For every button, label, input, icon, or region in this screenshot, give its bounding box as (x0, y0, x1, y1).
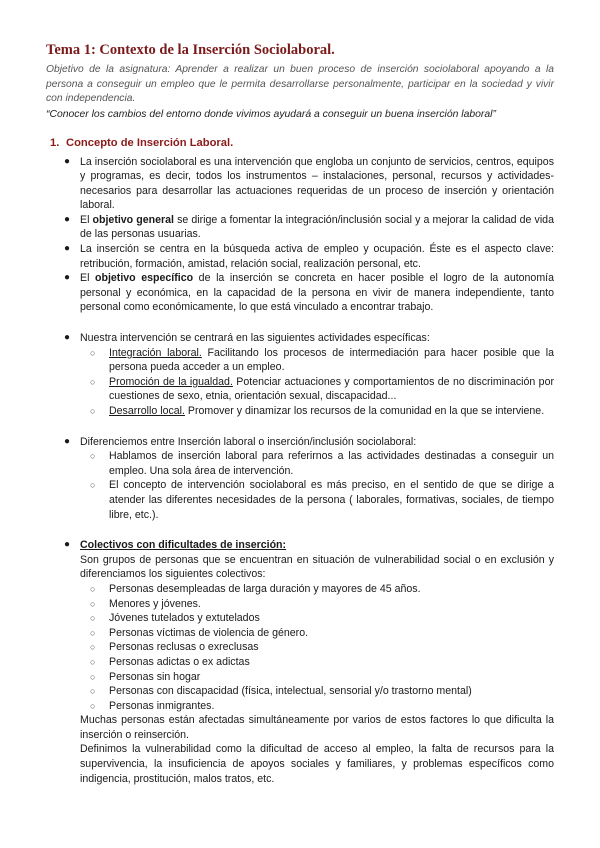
collective-text: Personas reclusas o exreclusas (109, 641, 259, 654)
circle-bullet-icon: ○ (90, 686, 96, 697)
list-item-text-post: se dirige a fomentar la integración/inclusión social y a mejorar la calidad de vida de las personas usuarias. (80, 213, 554, 241)
circle-bullet-icon: ○ (90, 451, 96, 462)
course-objective: Objetivo de la asignatura: Aprender a realizar un buen proceso de inserción sociolaboral apoyando a la persona a conseguir un empleo que le permita desarrollarse personalmente, participar en la sociedad y vivir con independencia. (46, 64, 554, 104)
sub-list-item (46, 582, 554, 597)
section-number: 1. (50, 136, 60, 149)
circle-bullet-icon: ○ (90, 406, 96, 416)
collective-text: Personas inmigrantes. (109, 699, 215, 712)
sub-list-item (46, 375, 554, 404)
sub-list-item (46, 478, 554, 522)
activity-label: Desarrollo local. (109, 405, 185, 417)
list-item-text-pre: El (80, 213, 93, 226)
collective-text: Personas desempleadas de larga duración y mayores de 45 años. (109, 582, 421, 595)
list-item (46, 435, 554, 450)
collective-text: Jóvenes tutelados y extutelados (109, 612, 260, 625)
sub-list-item (46, 346, 554, 375)
activities-list (46, 331, 554, 419)
collective-text: Personas adictas o ex adictas (109, 655, 250, 668)
circle-bullet-icon: ○ (90, 642, 96, 653)
circle-bullet-icon: ○ (90, 671, 96, 682)
bullet-icon: ● (64, 435, 71, 447)
sub-list-item (46, 684, 554, 699)
collectives-items (46, 582, 554, 713)
activity-text: Promover y dinamizar los recursos de la comunidad en la que se interviene. (184, 405, 545, 417)
activity-label: Promoción de la igualdad. (109, 375, 233, 388)
page-title: Tema 1: Contexto de la Inserción Sociolaboral. (46, 42, 335, 58)
collective-text: Personas sin hogar (109, 670, 201, 683)
list-item-text-post: de la inserción se concreta en hacer posible el logro de la autonomía personal y económica, en la capacidad de la persona en vivir de manera independiente, tanto personal como económicamente, lo que está vinculado a encontrar trabajo. (80, 272, 554, 314)
difference-text: Hablamos de inserción laboral para referirnos a las actividades destinadas a conseguir un empleo. Una sola área de intervención. (109, 450, 554, 477)
sub-list-item (46, 670, 554, 685)
section-title: Concepto de Inserción Laboral. (66, 136, 234, 149)
activity-text: Facilitando los procesos de intermediación para hacer posible que la persona pueda acceder a un empleo. (109, 346, 554, 374)
circle-bullet-icon: ○ (90, 656, 96, 667)
circle-bullet-icon: ○ (90, 376, 96, 387)
difference-list (46, 435, 554, 523)
section-heading (50, 136, 554, 151)
collectives-intro: Son grupos de personas que se encuentran en situación de vulnerabilidad social o en exclusión y diferenciamos los siguientes colectivos: (80, 553, 554, 581)
sub-list-item (46, 655, 554, 670)
sub-list-item (46, 597, 554, 612)
collectives-heading: Colectivos con dificultades de inserción: (80, 539, 287, 552)
circle-bullet-icon: ○ (90, 700, 96, 711)
activity-label: Integración laboral. (109, 346, 202, 359)
sub-list-item (46, 404, 554, 419)
circle-bullet-icon: ○ (90, 480, 96, 491)
list-item-text: La inserción se centra en la búsqueda activa de empleo y ocupación. Éste es el aspecto clave: retribución, formación, amistad, relación social, realización personal, etc. (80, 243, 554, 270)
difference-intro: Diferenciemos entre Inserción laboral o inserción/inclusión sociolaboral: (80, 435, 417, 448)
list-item (46, 271, 554, 315)
collectives-paragraph: Muchas personas están afectadas simultáneamente por varios de estos factores lo que dificulta la inserción o reinserción. (80, 714, 554, 741)
sub-list-item (46, 611, 554, 626)
activities-intro: Nuestra intervención se centrará en las siguientes actividades específicas: (80, 332, 430, 345)
activity-text: Potenciar actuaciones y comportamientos de no discriminación por cuestiones de sexo, etnia, orientación sexual, discapacidad... (109, 375, 554, 403)
collective-text: Personas víctimas de violencia de género. (109, 626, 309, 639)
bullet-icon: ● (64, 243, 71, 255)
general-objective-term: objetivo general (92, 213, 174, 226)
collective-text: Personas con discapacidad (física, intelectual, sensorial y/o trastorno mental) (109, 685, 472, 698)
list-item-text-pre: El (80, 272, 96, 285)
circle-bullet-icon: ○ (90, 598, 96, 609)
list-item (46, 242, 554, 271)
list-item (46, 331, 554, 346)
collectives-list (46, 538, 554, 553)
bullet-icon: ● (64, 213, 71, 225)
intro-quote: “Conocer los cambios del entorno donde vivimos ayudará a conseguir un buena inserción laboral” (46, 108, 496, 120)
bullet-icon: ● (64, 332, 71, 344)
bullet-icon: ● (64, 539, 71, 551)
sub-list-item (46, 699, 554, 714)
circle-bullet-icon: ○ (90, 347, 96, 358)
list-item-text: La inserción sociolaboral es una intervención que engloba un conjunto de servicios, centros, equipos y programas, es decir, todos los instrumentos – instalaciones, personal, recursos y actividades- necesarios para desarrollar las actuaciones requeridas de un proceso de inserción y orientación laboral. (80, 155, 554, 212)
main-bullet-list (46, 155, 554, 316)
circle-bullet-icon: ○ (90, 583, 96, 594)
sub-list-item (46, 626, 554, 641)
sub-list-item (46, 640, 554, 655)
list-item (46, 538, 554, 553)
circle-bullet-icon: ○ (90, 613, 96, 624)
difference-text: El concepto de intervención sociolaboral es más preciso, en el sentido de que se dirige a atender las diferentes necesidades de la persona ( laborales, formativas, sociales, de tiempo libre, etc.). (109, 479, 554, 521)
bullet-icon: ● (64, 272, 71, 284)
list-item (46, 155, 554, 213)
list-item (46, 213, 554, 242)
bullet-icon: ● (64, 155, 71, 167)
circle-bullet-icon: ○ (90, 627, 96, 638)
collective-text: Menores y jóvenes. (109, 597, 201, 610)
specific-objective-term: objetivo específico (95, 272, 194, 285)
sub-list-item (46, 449, 554, 478)
vulnerability-paragraph: Definimos la vulnerabilidad como la dificultad de acceso al empleo, la falta de recursos para la supervivencia, la insuficiencia de apoyos sociales y familiares, y problemas específicos como indigencia, prostitución, malos tratos, etc. (80, 743, 554, 785)
